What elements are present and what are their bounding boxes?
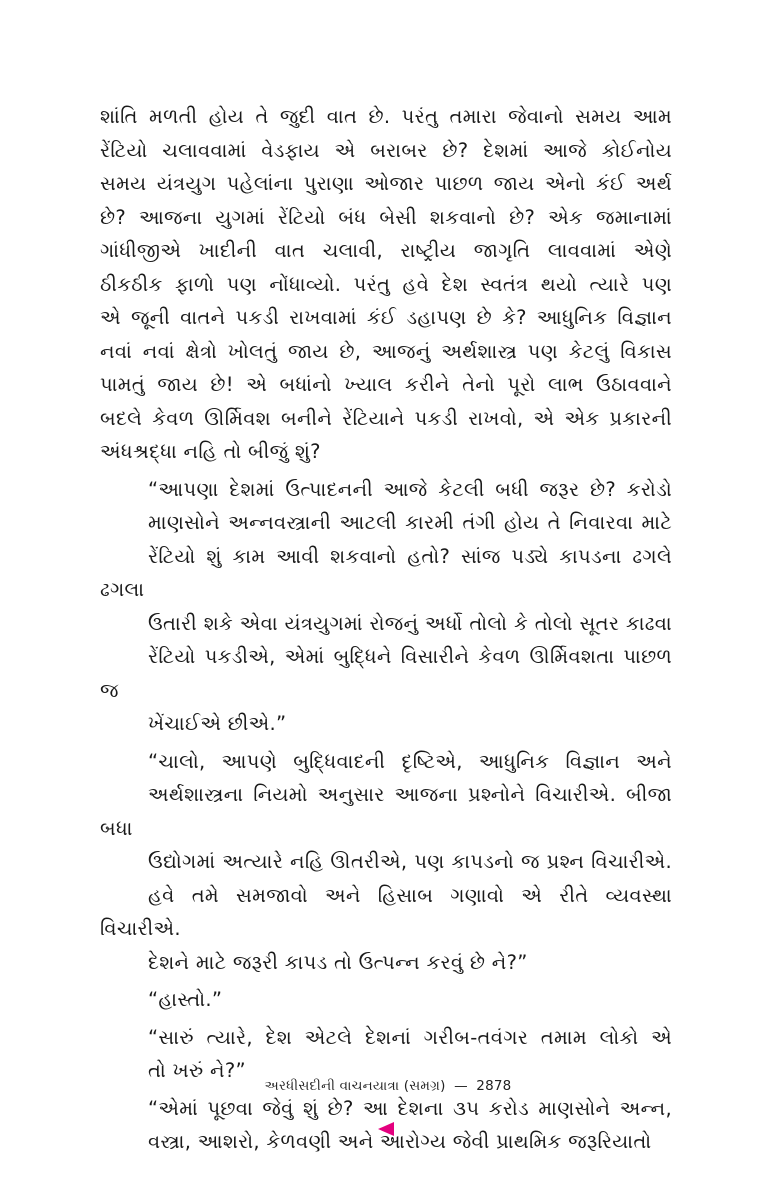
text-line: ઉતારી શકે એવા યંત્રયુગમાં રોજનું અર્ધો તોલો કે તોલો સૂતર કાઢવા <box>148 611 672 635</box>
text-line: ઉદ્યોગમાં અત્યારે નહિ ઊતરીએ, પણ કાપડનો જ પ્રશ્ન વિચારીએ. <box>148 850 672 873</box>
text-line: રેંટિયો ચલાવવામાં વેડફાય એ બરાબર છે? દેશમાં આજે કોઈનોય <box>100 138 672 162</box>
text-line: દેશને માટે જરૂરી કાપડ તો ઉત્પન્ન કરવું છે ને?” <box>148 950 528 974</box>
page-footer <box>0 1078 776 1094</box>
paragraph <box>100 473 672 741</box>
previous-page-icon[interactable] <box>378 1122 394 1136</box>
text-line: માણસોને અન્નવસ્ત્રાની આટલી કારમી તંગી હોય તે નિવારવા માટે <box>148 511 672 534</box>
text-line: રેંટિયો પકડીએ, એમાં બુદ્ધિને વિસારીને કેવળ ઊર્મિવશતા પાછળ જ <box>100 645 672 702</box>
footer-book-title: અરધીસદીની વાચનયાત્રા (સમગ્ર) <box>264 1078 446 1094</box>
paragraph <box>100 100 672 469</box>
text-line: પામતું જાય છે! એ બધાંનો ખ્યાલ કરીને તેનો પૂરો લાભ ઉઠાવવાને <box>100 373 672 396</box>
text-line: “એમાં પૂછવા જેવું શું છે? આ દેશના ૩૫ કરોડ માણસોને અન્ન, <box>148 1096 672 1120</box>
text-line: “સારું ત્યારે, દેશ એટલે દેશનાં ગરીબ-તવંગર તમામ લોકો એ <box>148 1025 672 1049</box>
body-text <box>100 100 672 1159</box>
text-line: ખેંચાઈએ છીએ.” <box>148 712 287 735</box>
text-line: છે? આજના યુગમાં રેંટિયો બંધ બેસી શકવાનો છે? એક જમાનામાં <box>100 205 672 229</box>
footer-page-number: 2878 <box>476 1078 512 1094</box>
text-line: એ જૂની વાતને પકડી રાખવામાં કંઈ ડહાપણ છે કે? આધુનિક વિજ્ઞાન <box>100 306 672 329</box>
text-line: રેંટિયો શું કામ આવી શકવાનો હતો? સાંજ પડ્યે કાપડના ઢગલે ઢગલા <box>100 544 672 601</box>
footer-separator: — <box>454 1078 468 1094</box>
text-line: તો ખરું ને?” <box>148 1059 246 1082</box>
text-line: “હાસ્તો.” <box>148 988 223 1011</box>
text-line: અર્થશાસ્ત્રના નિયમો અનુસાર આજના પ્રશ્નોને વિચારીએ. બીજા બધા <box>100 783 672 840</box>
text-line: અંધશ્રદ્ધા નહિ તો બીજું શું? <box>100 440 321 463</box>
text-line: સમય યંત્રયુગ પહેલાંના પુરાણા ઓજાર પાછળ જાય એનો કંઈ અર્થ <box>100 172 672 195</box>
text-line: “આપણા દેશમાં ઉત્પાદનની આજે કેટલી બધી જરૂર છે? કરોડો <box>148 477 672 501</box>
text-line: ઠીકઠીક ફાળો પણ નોંધાવ્યો. પરંતુ હવે દેશ સ્વતંત્ર થયો ત્યારે પણ <box>100 272 672 296</box>
text-line: “ચાલો, આપણે બુદ્ધિવાદની દૃષ્ટિએ, આધુનિક વિજ્ઞાન અને <box>148 749 672 773</box>
text-line: શાંતિ મળતી હોય તે જુદી વાત છે. પરંતુ તમારા જેવાનો સમય આમ <box>100 105 672 128</box>
text-line: બદલે કેવળ ઊર્મિવશ બનીને રેંટિયાને પકડી રાખવો, એ એક પ્રકારની <box>100 406 672 430</box>
text-line: હવે તમે સમજાવો અને હિસાબ ગણાવો એ રીતે વ્યવસ્થા વિચારીએ. <box>100 883 672 940</box>
text-line: ગાંધીજીએ ખાદીની વાત ચલાવી, રાષ્ટ્રીય જાગૃતિ લાવવામાં એણે <box>100 239 672 262</box>
paragraph <box>100 983 672 1017</box>
text-line: વસ્ત્રા, આશરો, કેળવણી અને આરોગ્ય જેવી પ્રાથમિક જરૂરિયાતો <box>148 1130 652 1153</box>
paragraph <box>100 745 672 980</box>
text-line: નવાં નવાં ક્ષેત્રો ખોલતું જાય છે, આજનું અર્થશાસ્ત્ર પણ કેટલું વિકાસ <box>100 339 672 363</box>
